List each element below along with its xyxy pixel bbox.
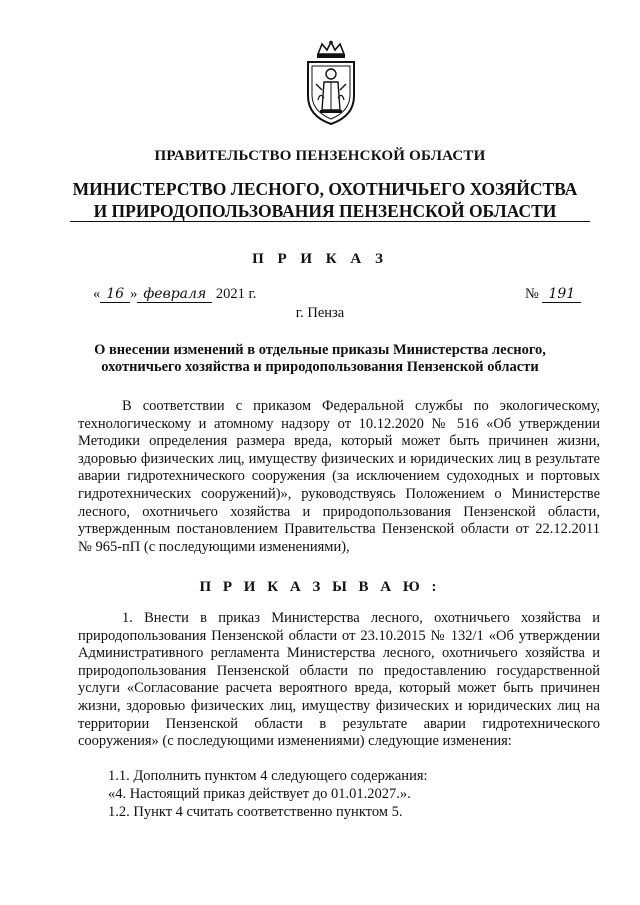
- date-day: 16: [100, 286, 130, 303]
- date-month: февраля: [137, 286, 212, 303]
- item-1-paragraph: 1. Внести в приказ Министерства лесного, охотничьего хозяйства и природопользования Пензенской области от 23.10.2015 № 132/1 «Об утверждении Административного регламента Министерства лесного, охотничьего хозяйства и природопользования Пензенской области по предоставлению государственной услуги «Согласование расчета вероятного вреда, который может быть причинен жизни, здоровью физических лиц, имуществу физических и юридических лиц на территории Пензенской области в результате аварии гидротехнического сооружения» (с последующими изменениями) следующие изменения:: [78, 610, 600, 750]
- subject-line1: О внесении изменений в отдельные приказы Министерства лесного,: [94, 342, 546, 358]
- item-1-1-text: «4. Настоящий приказ действует до 01.01.2027.».: [108, 786, 411, 802]
- subject-line2: охотничьего хозяйства и природопользования Пензенской области: [101, 359, 539, 375]
- order-number: [525, 286, 581, 303]
- order-subject: [84, 342, 556, 376]
- number-value: 191: [542, 286, 581, 303]
- preamble-paragraph: В соответствии с приказом Федеральной службы по экологическому, технологическому и атомному надзору от 10.12.2020 № 516 «Об утверждении Методики определения размера вреда, который может быть причинен жизни, здоровью физических лиц, имуществу физических и юридических лиц в результате аварии гидротехнического сооружения (за исключением судоходных и портовых гидротехнических сооружений)», руководствуясь Положением о Министерстве лесного, охотничьего хозяйства и природопользования Пензенской области, утвержденным постановлением Правительства Пензенской области от 22.12.2011 № 965-пП (с последующими изменениями),: [78, 398, 600, 555]
- government-title: ПРАВИТЕЛЬСТВО ПЕНЗЕНСКОЙ ОБЛАСТИ: [154, 148, 486, 164]
- date-open-quote: «: [93, 286, 101, 302]
- decree-heading: П Р И К А З Ы В А Ю :: [199, 579, 441, 595]
- order-city: г. Пенза: [295, 305, 345, 321]
- ministry-title-line2: И ПРИРОДОПОЛЬЗОВАНИЯ ПЕНЗЕНСКОЙ ОБЛАСТИ: [93, 201, 557, 221]
- item-1-2: 1.2. Пункт 4 считать соответственно пунктом 5.: [108, 804, 403, 820]
- coat-of-arms-icon: [300, 40, 362, 126]
- ministry-title: [60, 178, 590, 222]
- date-year: 2021 г.: [212, 286, 257, 302]
- item-1-1: 1.1. Дополнить пунктом 4 следующего содержания:: [108, 768, 428, 784]
- order-title: П Р И К А З: [252, 251, 388, 267]
- date-close-quote: »: [130, 286, 138, 302]
- header-divider: [70, 221, 590, 222]
- order-date: [93, 286, 256, 303]
- ministry-title-line1: МИНИСТЕРСТВО ЛЕСНОГО, ОХОТНИЧЬЕГО ХОЗЯЙСТВА: [72, 179, 578, 199]
- number-label: №: [525, 286, 543, 302]
